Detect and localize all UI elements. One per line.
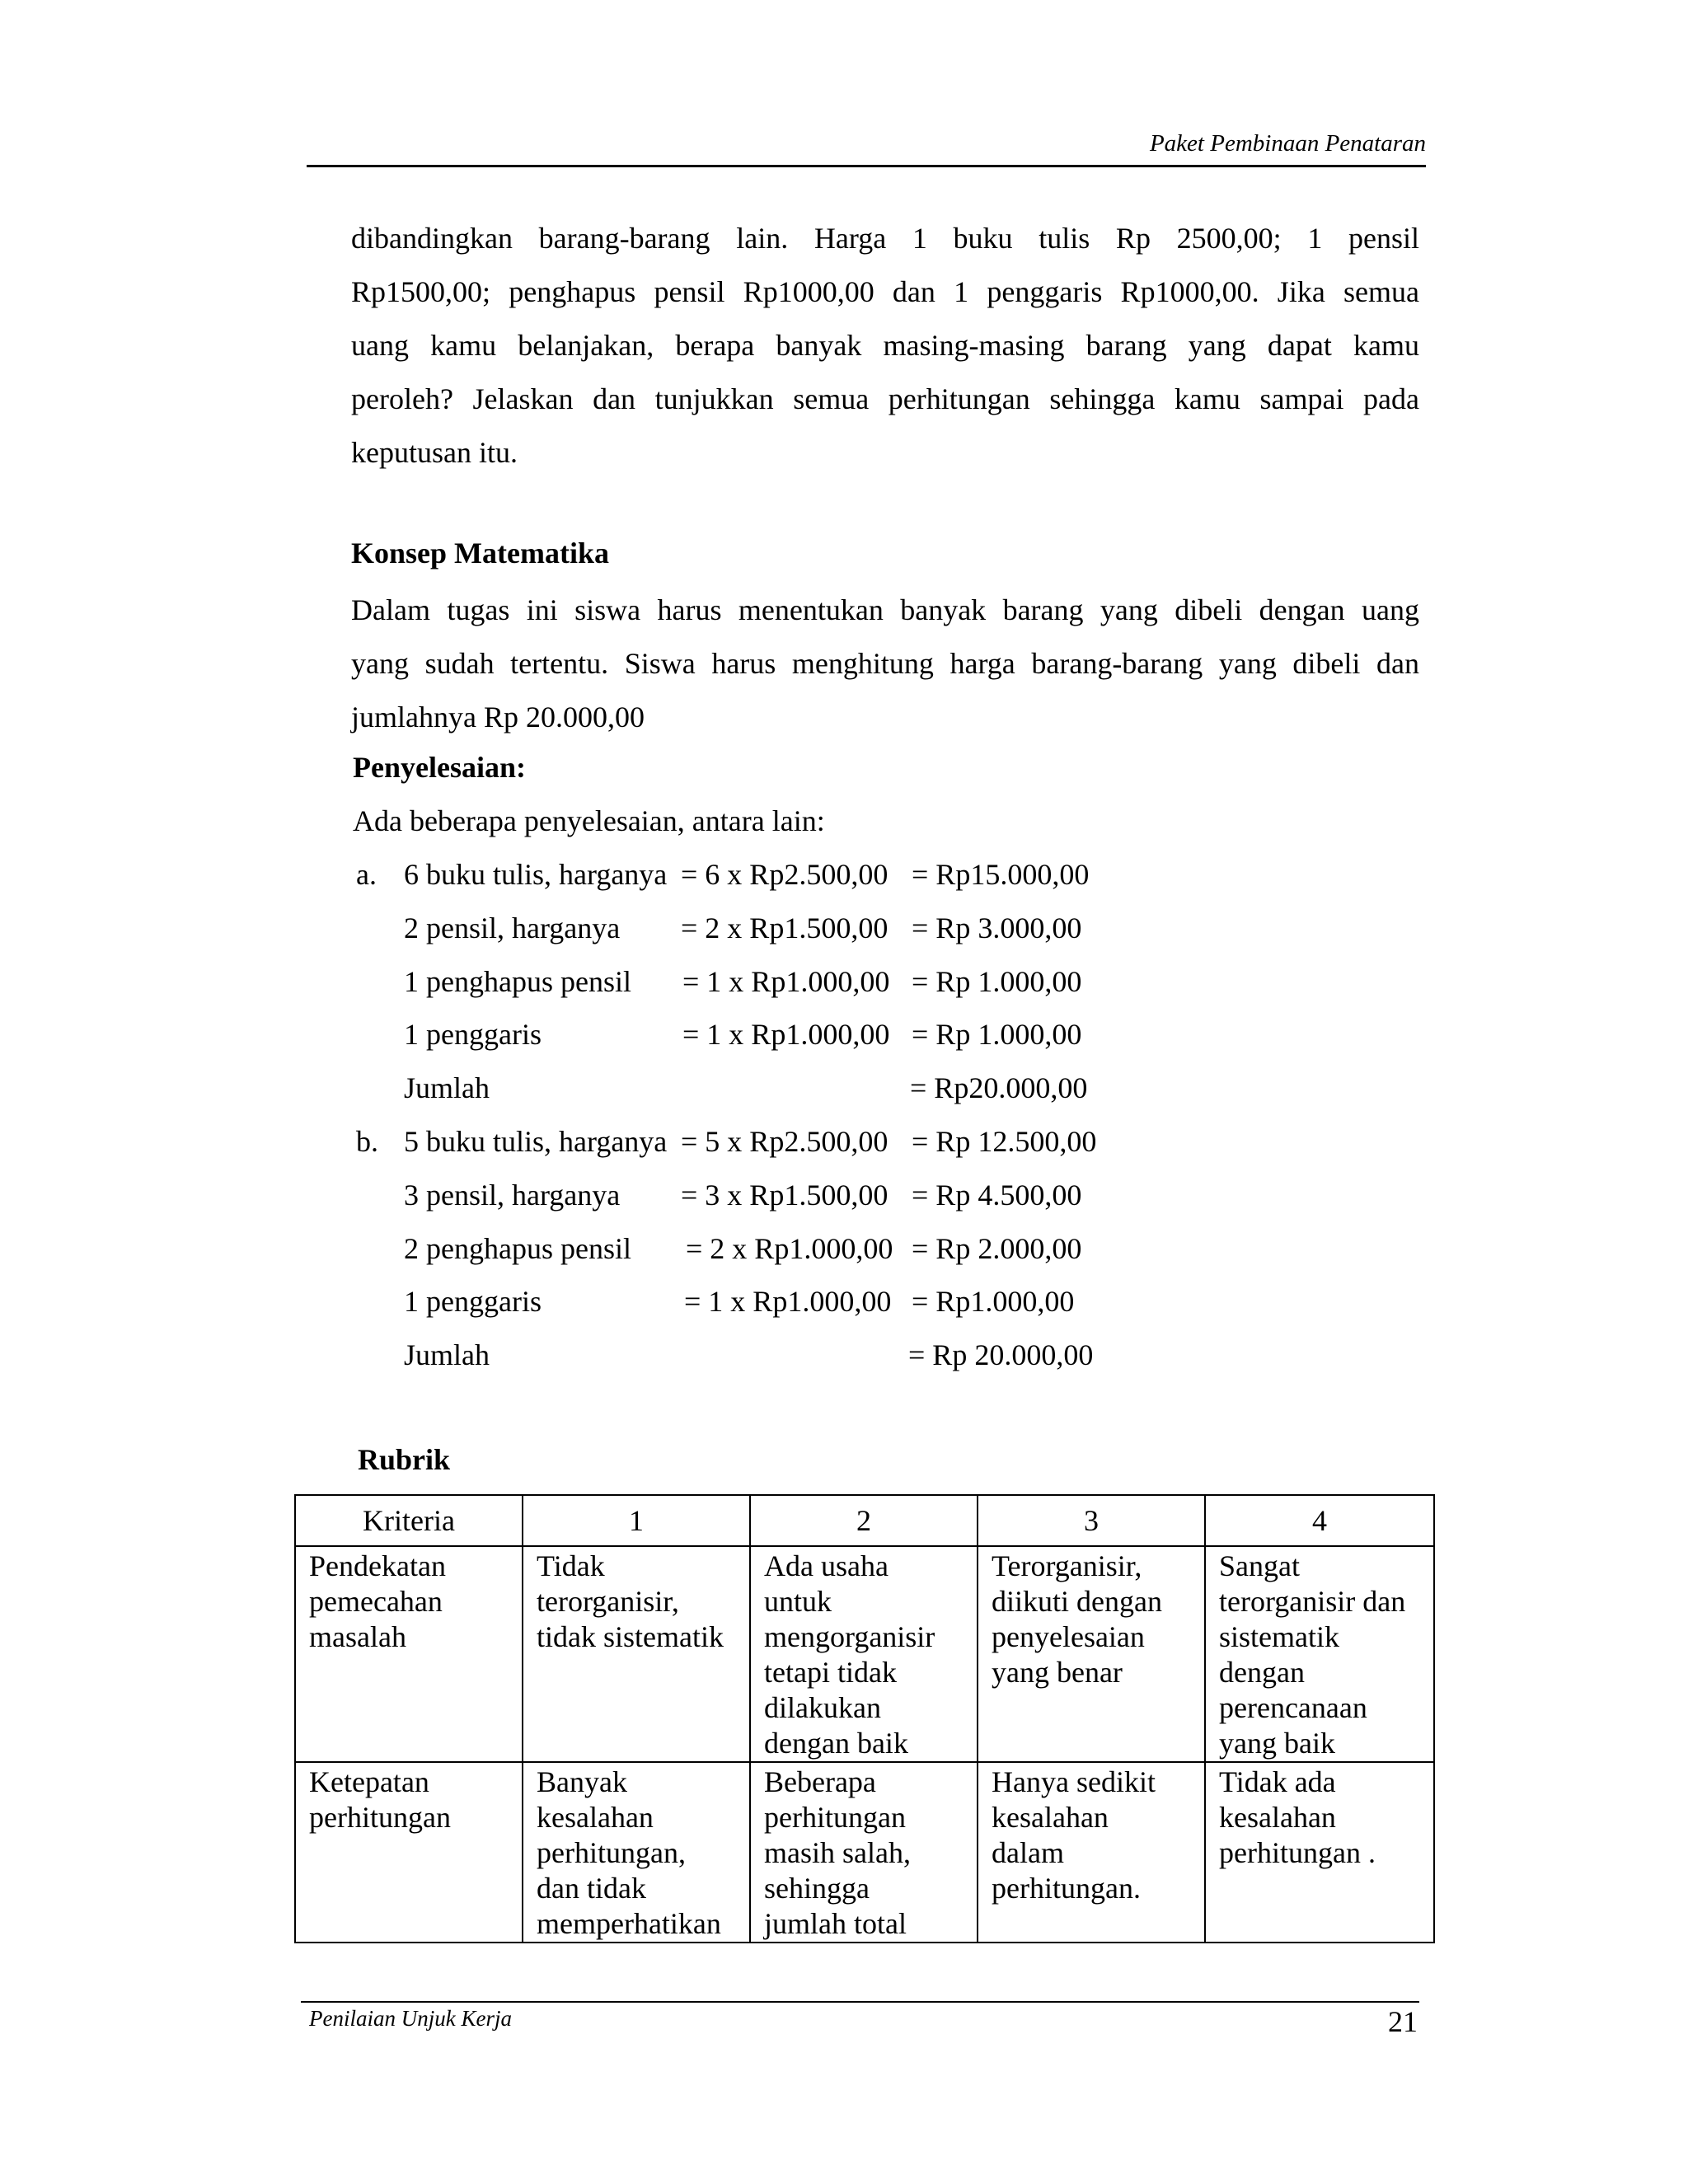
rubric-header-cell: Kriteria (295, 1495, 523, 1546)
item-result: = Rp1.000,00 (912, 1285, 1075, 1318)
item-result: = Rp 3.000,00 (912, 912, 1082, 944)
cell-line: dan tidak (537, 1872, 646, 1905)
konsep-paragraph (351, 583, 1419, 744)
item-label: 2 pensil, harganya (404, 912, 621, 944)
item-label: 2 penghapus pensil (404, 1232, 631, 1265)
konsep-line: Dalam tugas ini siswa harus menentukan banyak barang yang dibeli dengan uang (351, 593, 1419, 626)
rubric-cell (750, 1762, 978, 1943)
item-result: = Rp15.000,00 (912, 858, 1090, 891)
intro-line: peroleh? Jelaskan dan tunjukkan semua perhitungan sehingga kamu sampai pada (351, 382, 1419, 415)
item-result: = Rp 20.000,00 (908, 1338, 1094, 1371)
item-calc: = 5 x Rp2.500,00 (681, 1125, 889, 1158)
cell-line: dengan (1219, 1656, 1305, 1689)
intro-line: dibandingkan barang-barang lain. Harga 1 buku tulis Rp 2500,00; 1 pensil (351, 222, 1419, 255)
cell-line: Ada usaha (764, 1549, 889, 1582)
intro-paragraph (351, 212, 1419, 480)
item-result: = Rp 12.500,00 (912, 1125, 1097, 1158)
cell-line: perhitungan (309, 1801, 451, 1834)
rubric-header-row (295, 1495, 1434, 1546)
konsep-line: yang sudah tertentu. Siswa harus menghitung harga barang-barang yang dibeli dan (351, 647, 1419, 680)
cell-line: jumlah total (764, 1907, 907, 1940)
cell-line: perhitungan. (992, 1872, 1141, 1905)
rubric-row (295, 1546, 1434, 1762)
rubric-header-cell: 1 (523, 1495, 750, 1546)
item-label: 1 penggaris (404, 1018, 542, 1051)
rubric-cell (1205, 1546, 1434, 1762)
penyelesaian-heading: Penyelesaian: (353, 751, 526, 784)
item-calc: = 1 x Rp1.000,00 (684, 1285, 892, 1318)
item-label: 6 buku tulis, harganya (404, 858, 668, 891)
cell-line: perhitungan, (537, 1836, 686, 1869)
cell-line: dengan baik (764, 1727, 908, 1760)
konsep-heading: Konsep Matematika (351, 537, 609, 569)
cell-line: kesalahan (537, 1801, 654, 1834)
rubric-header-cell: 4 (1205, 1495, 1434, 1546)
cell-line: Pendekatan (309, 1549, 446, 1582)
cell-line: kesalahan (992, 1801, 1109, 1834)
item-result: = Rp20.000,00 (910, 1071, 1088, 1104)
cell-line: Hanya sedikit (992, 1765, 1156, 1798)
rubrik-heading: Rubrik (358, 1443, 451, 1476)
cell-line: perhitungan . (1219, 1836, 1376, 1869)
cell-line: pemecahan (309, 1585, 443, 1618)
item-calc: = 6 x Rp2.500,00 (681, 858, 889, 891)
penyelesaian-intro: Ada beberapa penyelesaian, antara lain: (353, 804, 825, 837)
intro-line: keputusan itu. (351, 436, 518, 469)
item-label: 3 pensil, harganya (404, 1179, 621, 1212)
cell-line: Sangat (1219, 1549, 1300, 1582)
page-footer (301, 2001, 1419, 2038)
item-result: = Rp 4.500,00 (912, 1179, 1082, 1212)
item-calc: = 2 x Rp1.000,00 (686, 1232, 893, 1265)
item-result: = Rp 1.000,00 (912, 1018, 1082, 1051)
footer-title: Penilaian Unjuk Kerja (309, 2006, 512, 2031)
rubric-cell (523, 1762, 750, 1943)
item-label: 5 buku tulis, harganya (404, 1125, 668, 1158)
cell-line: dalam (992, 1836, 1064, 1869)
cell-line: Banyak (537, 1765, 627, 1798)
cell-line: masalah (309, 1620, 406, 1653)
rubric-header-cell: 2 (750, 1495, 978, 1546)
rubric-cell (295, 1546, 523, 1762)
item-result: = Rp 1.000,00 (912, 965, 1082, 998)
cell-line: Tidak (537, 1549, 605, 1582)
option-marker: b. (356, 1125, 378, 1158)
cell-line: sistematik (1219, 1620, 1339, 1653)
rubric-cell (978, 1762, 1205, 1943)
page-header (307, 124, 1426, 167)
rubric-header-cell: 3 (978, 1495, 1205, 1546)
rubric-cell (978, 1546, 1205, 1762)
cell-line: Beberapa (764, 1765, 876, 1798)
item-label: 1 penghapus pensil (404, 965, 631, 998)
cell-line: penyelesaian (992, 1620, 1145, 1653)
cell-line: diikuti dengan (992, 1585, 1162, 1618)
intro-line: Rp1500,00; penghapus pensil Rp1000,00 dan 1 penggaris Rp1000,00. Jika semua (351, 275, 1419, 308)
cell-line: Terorganisir, (992, 1549, 1142, 1582)
cell-line: Ketepatan (309, 1765, 429, 1798)
item-calc: = 3 x Rp1.500,00 (681, 1179, 889, 1212)
cell-line: terorganisir dan (1219, 1585, 1406, 1618)
cell-line: perencanaan (1219, 1691, 1367, 1724)
cell-line: sehingga (764, 1872, 870, 1905)
cell-line: yang baik (1219, 1727, 1335, 1760)
cell-line: tetapi tidak (764, 1656, 897, 1689)
item-result: = Rp 2.000,00 (912, 1232, 1082, 1265)
cell-line: yang benar (992, 1656, 1123, 1689)
item-calc: = 2 x Rp1.500,00 (681, 912, 889, 944)
header-title: Paket Pembinaan Penataran (1149, 130, 1426, 157)
cell-line: terorganisir, (537, 1585, 679, 1618)
rubric-cell (523, 1546, 750, 1762)
item-calc: = 1 x Rp1.000,00 (682, 965, 890, 998)
page-number: 21 (1388, 2005, 1418, 2038)
cell-line: untuk (764, 1585, 832, 1618)
item-label: Jumlah (404, 1071, 490, 1104)
intro-line: uang kamu belanjakan, berapa banyak masing-masing barang yang dapat kamu (351, 329, 1419, 362)
option-marker: a. (356, 858, 377, 891)
rubric-table (294, 1494, 1435, 1943)
item-calc: = 1 x Rp1.000,00 (682, 1018, 890, 1051)
rubric-cell (1205, 1762, 1434, 1943)
cell-line: kesalahan (1219, 1801, 1336, 1834)
rubric-cell (750, 1546, 978, 1762)
cell-line: Tidak ada (1219, 1765, 1336, 1798)
cell-line: memperhatikan (537, 1907, 721, 1940)
cell-line: mengorganisir (764, 1620, 935, 1653)
item-label: Jumlah (404, 1338, 490, 1371)
rubric-cell (295, 1762, 523, 1943)
cell-line: dilakukan (764, 1691, 881, 1724)
cell-line: perhitungan (764, 1801, 906, 1834)
rubric-row (295, 1762, 1434, 1943)
cell-line: masih salah, (764, 1836, 911, 1869)
konsep-line: jumlahnya Rp 20.000,00 (351, 701, 645, 733)
cell-line: tidak sistematik (537, 1620, 724, 1653)
item-label: 1 penggaris (404, 1285, 542, 1318)
